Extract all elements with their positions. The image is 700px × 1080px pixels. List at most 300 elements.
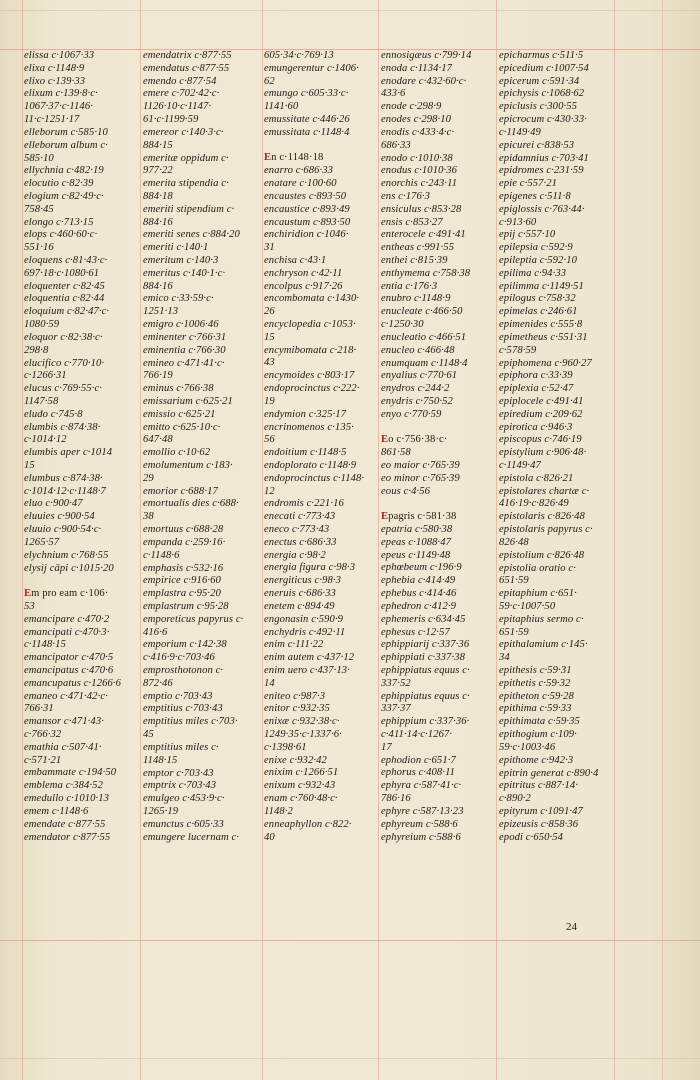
index-entry: eloquentia c·82·44 [24,293,105,305]
index-entry: elleborum c·585·10 [24,126,108,138]
index-entry: 416·6 [143,626,168,638]
index-entry: enim autem c·437·12 [264,652,355,664]
index-entry: 1249·35·c·1337·6· [264,729,342,741]
index-entry: 551·16 [24,242,54,254]
index-entry: emem c·1148·6 [24,805,89,817]
index-entry: enchisa c·43·1 [264,254,327,266]
index-entry: ennosigæus c·799·14 [381,50,472,61]
index-column-4 [381,50,499,844]
index-entry: elleborum album c· [24,139,108,151]
index-entry: epiphomena c·960·27 [499,357,592,369]
index-entry: emitto c·625·10·c· [143,421,221,433]
index-entry: empanda c·259·16· [143,536,226,548]
index-entry: epiphora c·33·39 [499,370,573,382]
index-entry: eminentia c·766·30 [143,344,226,356]
index-entry: eludo c·745·8 [24,408,83,420]
index-entry: 43 [264,357,275,369]
index-entry: emungerentur c·1406· [264,62,359,74]
index-entry: 40 [264,831,275,843]
index-entry: 977·22 [143,165,173,177]
index-entry: ephippiarij c·337·36 [381,639,470,651]
index-entry: epitrin generat c·890·4 [499,767,599,779]
index-entry: ephedron c·412·9 [381,600,457,612]
index-entry: enydris c·750·52 [381,395,453,407]
index-entry: emeriti senes c·884·20 [143,229,240,241]
index-entry: emendatrix c·877·55 [143,50,232,61]
index-entry: enixum c·932·43 [264,780,336,792]
index-entry: endoprocinctus c·1148· [264,472,365,484]
index-entry: 826·48 [499,536,529,548]
index-entry: 1147·58 [24,395,59,407]
index-entry: epicedium c·1007·54 [499,62,589,74]
index-entry: encrinomenos c·135· [264,421,354,433]
index-entry: epiclusis c·300·55 [499,101,578,113]
index-entry: ephippium c·337·36· [381,716,470,728]
index-entry: enucleatio c·466·51 [381,331,467,343]
index-entry: emussitata c·1148·4 [264,126,350,138]
index-entry: eous c·4·56 [381,485,431,497]
index-entry: c·913·60 [499,216,537,228]
index-entry: epilepsia c·592·9 [499,242,573,254]
index-entry: epithogium c·109· [499,729,577,741]
index-entry: enixim c·1266·51 [264,767,339,779]
index-entry: 605·34·c·769·13 [264,50,334,61]
index-entry: ensis c·853·27 [381,216,443,228]
index-entry: emeriti stipendium c· [143,203,235,215]
lower-margin-rule [0,1058,700,1059]
index-entry: 61·c·1199·59 [143,114,199,126]
index-entry: 758·45 [24,203,54,215]
index-entry: eloquenter c·82·45 [24,280,105,292]
index-entry: eloquens c·81·43·c· [24,255,108,266]
index-entry: emendate c·877·55 [24,818,106,830]
index-entry: emereor c·140·3·c· [143,126,224,138]
index-entry: eneco c·773·43 [264,524,330,536]
index-entry: ephippiatus equus c· [381,664,470,676]
index-entry: epityrum c·1091·47 [499,805,583,817]
index-entry: epithesis c·59·31 [499,665,572,676]
index-entry: epitaphius sermo c· [499,613,584,625]
index-entry: epij c·557·10 [499,229,556,241]
index-entry: emaneo c·471·42·c· [24,690,108,702]
index-entry: enydros c·244·2 [381,383,450,395]
index-entry: 53 [24,600,35,612]
index-entry: emolumentum c·183· [143,460,233,471]
index-entry: eminenter c·766·31 [143,331,227,343]
index-entry: emineo c·471·41·c· [143,357,225,369]
index-entry: emancipator c·470·5 [24,652,114,664]
index-entry: epitaphium c·651· [499,588,577,600]
index-entry: 62 [264,75,275,87]
index-entry: 1265·19 [143,805,179,817]
index-entry: encymibomata c·218· [264,344,357,356]
index-entry: 15 [264,331,275,343]
index-entry: ephesus c·12·57 [381,626,450,638]
index-entry: emptitius miles c·703· [143,716,238,728]
index-entry: epilimma c·1149·51 [499,280,584,292]
index-entry: 686·33 [381,139,411,151]
index-entry: enneaphyllon c·822· [264,818,352,830]
index-entry: enectus c·686·33 [264,536,337,548]
index-entry: eluuies c·900·54 [24,511,95,523]
index-entry: enodo c·1010·38 [381,152,453,164]
index-entry: ephyre c·587·13·23 [381,805,464,817]
index-entry: 38 [143,511,154,523]
index-entry: emptio c·703·43 [143,690,213,702]
index-entry: eniteo c·987·3 [264,690,326,702]
index-entry: Em pro eam c·106· [24,588,109,600]
index-entry: emporium c·142·38 [143,639,227,651]
index-entry: 1251·13 [143,306,179,318]
index-entry: enyalius c·770·61 [381,370,458,382]
index-entry: epimelas c·246·61 [499,306,578,318]
index-column-5 [499,50,617,844]
index-entry: c·766·32 [24,729,62,741]
index-entry: eloquor c·82·38·c· [24,331,103,343]
index-entry: epirotica c·946·3 [499,421,573,433]
index-entry: 1148·2 [264,805,293,817]
index-entry: ensiculus c·853·28 [381,203,462,215]
index-entry: epistolaris papyrus c· [499,524,593,536]
index-entry: epicrocum c·430·33· [499,114,587,126]
index-entry: engonasin c·590·9 [264,613,344,625]
index-entry: ellychnia c·482·19 [24,165,104,177]
index-entry: enchryson c·42·11 [264,267,343,279]
index-entry: emptitius miles c· [143,741,219,753]
index-entry: emico c·33·59·c· [143,293,214,305]
index-entry: 31 [264,242,275,254]
index-entry: entia c·176·3 [381,280,438,292]
index-entry: 34 [499,652,510,664]
index-entry: emigro c·1006·46 [143,319,219,331]
index-entry: emussitate c·446·26 [264,114,350,126]
index-entry: c·1149·49 [499,126,541,138]
index-entry: c·1148·6 [143,549,180,561]
index-entry: 14 [264,677,275,689]
index-entry: eluuio c·900·54·c· [24,524,102,536]
index-entry: ephippiati c·337·38 [381,652,465,664]
index-entry: 1265·57 [24,536,60,548]
index-entry: endoitium c·1148·5 [264,447,347,459]
index-entry: 1080·59 [24,319,60,331]
index-entry: epiredium c·209·62 [499,408,583,420]
index-entry: epilima c·94·33 [499,267,567,279]
index-entry: emptrix c·703·43 [143,780,217,792]
index-entry: epiplocele c·491·41 [499,395,584,407]
index-entry: emptor c·703·43 [143,767,214,779]
index-entry: elumbus c·874·38· [24,472,103,484]
index-entry: elucus c·769·55·c· [24,383,102,395]
index-entry: epigenes c·511·8 [499,190,571,202]
index-entry: epilogus c·758·32 [499,293,576,305]
index-entry: enecati c·773·43 [264,511,336,523]
index-entry: endymion c·325·17 [264,408,347,420]
index-entry: En c·1148·18 [264,152,324,164]
index-entry: ephyra c·587·41·c· [381,780,462,792]
index-entry: embammate c·194·50 [24,767,117,779]
index-entry: epichysis c·1068·62 [499,88,585,100]
index-entry: enode c·298·9 [381,101,442,113]
index-entry: enoda c·1134·17 [381,62,453,74]
index-entry: emungere lucernam c· [143,831,240,843]
index-entry: 884·16 [143,280,173,292]
index-entry: enterocele c·491·41 [381,229,466,241]
index-entry: epistolium c·826·48 [499,549,585,561]
index-entry: enchiridion c·1046· [264,229,349,241]
index-entry: epicharmus c·511·5 [499,50,584,61]
index-entry: 337·52 [381,677,411,689]
index-entry: 786·16 [381,793,411,805]
index-entry: c·1148·15 [24,639,66,651]
index-entry: emorior c·688·17 [143,485,218,497]
index-entry: emblema c·384·52 [24,780,103,792]
index-entry: epitheton c·59·28 [499,690,574,702]
index-entry: Epagris c·581·38 [381,511,457,523]
index-entry: 337·37 [381,703,411,715]
index-entry: epeas c·1088·47 [381,536,452,548]
index-entry: enitor c·932·35 [264,703,330,715]
index-entry: encaustice c·893·49 [264,203,350,215]
index-entry: elucifico c·770·10· [24,357,105,369]
index-entry: encaustes c·893·50 [264,190,347,202]
index-entry: 29 [143,472,154,484]
index-entry: emerita stipendia c· [143,178,229,190]
index-entry: enubro c·1148·9 [381,293,451,305]
index-entry: 651·59 [499,626,529,638]
index-column-1 [24,50,142,844]
index-entry: epileptia c·592·10 [499,255,577,266]
index-entry: 17 [381,741,392,753]
index-entry: epimenides c·555·8 [499,319,583,331]
index-entry: epistolia oratio c· [499,562,576,574]
index-entry: emplastrum c·95·28 [143,600,229,612]
index-entry: c·416·9·c·703·46 [143,652,215,664]
index-entry: 1067·37·c·1146· [24,101,93,113]
index-entry: enim c·111·22 [264,639,324,651]
index-entry: emendo c·877·54 [143,75,217,87]
outer-margin-rule [662,0,663,1080]
index-entry: entheas c·991·55 [381,242,455,254]
index-entry: epistylium c·906·48· [499,447,587,459]
index-entry: elumbis aper c·1014 [24,447,113,459]
index-entry: epidamnius c·703·41 [499,152,589,164]
index-entry: enatare c·100·60 [264,178,337,190]
index-entry: eneruis c·686·33 [264,588,336,600]
bottom-rule [0,940,700,941]
index-entry: elychnium c·768·55 [24,549,109,561]
index-entry: elixa c·1148·9 [24,62,85,74]
column-rule-2 [262,0,263,1080]
index-entry: emungo c·605·33·c· [264,88,349,100]
index-entry: 298·8 [24,344,49,356]
index-entry: emathia c·507·41· [24,741,102,753]
index-entry: emancupatus c·1266·6 [24,677,122,689]
index-entry: epimetheus c·551·31 [499,331,588,343]
index-entry: enucleo c·466·48 [381,344,455,356]
index-entry: emansor c·471·43· [24,716,104,728]
index-column-2 [143,50,261,844]
index-entry: episcopus c·746·19 [499,434,582,446]
index-entry: c·1398·61 [264,741,307,753]
index-entry: Eo c·756·38·c· [381,434,448,446]
index-entry: ephemeris c·634·45 [381,613,466,625]
index-entry: 416·19·c·826·49 [499,498,569,510]
index-entry: elumbis c·874·38· [24,421,101,433]
index-entry: 697·18·c·1080·61 [24,267,100,279]
upper-margin-rule [0,10,700,11]
index-entry: emendatus c·877·55 [143,62,230,74]
index-entry: 45 [143,729,154,741]
index-entry: elogium c·82·49·c· [24,190,104,202]
index-entry: 766·31 [24,703,54,715]
index-entry: epithetis c·59·32 [499,677,571,689]
index-entry: elixo c·139·33 [24,75,86,87]
index-entry: emptitius c·703·43 [143,703,223,715]
index-entry: elysij cāpi c·1015·20 [24,562,114,574]
index-entry: emeritus c·140·1·c· [143,267,226,279]
index-entry: enthymema c·758·38 [381,267,471,279]
index-entry: epicurei c·838·53 [499,139,575,151]
index-entry: epistola c·826·21 [499,472,574,484]
index-entry: epistolares chartæ c· [499,485,590,497]
index-entry: energiticus c·98·3 [264,575,342,587]
index-entry: emancipati c·470·3· [24,626,110,638]
index-entry: enetem c·894·49 [264,600,335,612]
index-entry: encyclopedia c·1053· [264,319,356,331]
index-column-3 [264,50,382,844]
index-entry: endoplorato c·1148·9 [264,459,357,471]
index-entry: enchydris c·492·11 [264,626,346,638]
index-entry: 433·6 [381,88,406,100]
index-entry: 19 [264,395,275,407]
index-entry: epithalamium c·145· [499,639,588,651]
index-entry: 59·c·1007·50 [499,600,556,612]
index-entry: epie c·557·21 [499,178,558,190]
index-entry: c·571·21 [24,754,62,766]
index-entry: emeriti c·140·1 [143,242,209,254]
index-entry: endromis c·221·16 [264,498,344,510]
index-entry: 872·46 [143,677,173,689]
index-entry: c·1149·47 [499,460,541,471]
index-entry: enucleate c·466·50 [381,306,463,318]
index-entry: emissarium c·625·21 [143,395,233,407]
index-entry: c·578·59 [499,344,537,356]
index-entry: elops c·460·60·c· [24,229,98,241]
index-entry: emunctus c·605·33 [143,818,224,830]
index-entry: ephyreum c·588·6 [381,818,458,830]
index-entry: emeritum c·140·3 [143,255,219,266]
index-entry: epithome c·942·3 [499,754,574,766]
index-entry: ephorus c·408·11 [381,767,456,779]
index-entry: ephebus c·414·46 [381,588,457,600]
index-entry: 884·15 [143,139,173,151]
index-entry: epitritus c·887·14· [499,780,578,792]
index-entry: emissio c·625·21 [143,408,216,420]
index-entry: epizeusis c·858·36 [499,818,579,830]
index-entry: 59·c·1003·46 [499,741,556,753]
index-entry: ephœbeum c·196·9 [381,562,462,574]
index-entry: enthei c·815·39 [381,255,448,266]
index-entry: endoprocinctus c·222· [264,383,360,395]
index-entry: 651·59 [499,575,529,587]
index-entry: epeus c·1149·48 [381,549,451,561]
index-entry: epistolaris c·826·48 [499,511,585,523]
index-entry: emulgeo c·453·9·c· [143,793,225,805]
index-entry: enixæ c·932·38·c· [264,716,340,728]
index-entry: 1148·15 [143,754,178,766]
index-entry: ephippiatus equus c· [381,690,470,702]
index-entry: emprosthotonon c· [143,665,224,676]
index-entry: 585·10 [24,152,54,164]
index-entry: encaustum c·893·50 [264,216,351,228]
index-entry: enumquam c·1148·4 [381,357,468,369]
index-entry: emancipatus c·470·6 [24,664,114,676]
index-entry: enodare c·432·60·c· [381,75,467,87]
index-entry: emphasis c·532·16 [143,562,224,574]
index-entry: eminus c·766·38 [143,383,214,395]
index-entry: emortuus c·688·28 [143,524,224,536]
index-entry: enam c·760·48·c· [264,793,338,805]
index-entry: 56 [264,434,275,446]
page-number: 24 [566,921,577,933]
index-entry: epiplexia c·52·47 [499,383,574,395]
index-entry: ephebia c·414·49 [381,575,456,587]
index-entry: enixe c·932·42 [264,754,327,766]
index-entry: ephodion c·651·7 [381,754,456,766]
index-entry: 861·58 [381,447,411,459]
index-entry: elongo c·713·15 [24,216,94,228]
index-entry: emplastra c·95·20 [143,588,221,600]
index-entry: encymoides c·803·17 [264,370,355,382]
index-entry: 15 [24,460,35,471]
index-entry: enyo c·770·59 [381,408,442,420]
index-entry: epithimata c·59·35 [499,716,580,728]
index-entry: empirice c·916·60 [143,575,221,587]
index-entry: energia figura c·98·3 [264,562,356,574]
index-entry: c·411·14·c·1267· [381,729,453,741]
index-entry: emancipare c·470·2 [24,613,110,625]
index-entry: elocutio c·82·39 [24,178,94,190]
index-entry: enodus c·1010·36 [381,165,458,177]
index-entry: 11·c·1251·17 [24,114,80,126]
index-entry: eloquium c·82·47·c· [24,306,110,318]
index-entry: 766·19 [143,370,173,382]
index-entry: energia c·98·2 [264,549,326,561]
index-entry: emendator c·877·55 [24,831,111,843]
index-entry: epodi c·650·54 [499,831,564,843]
index-entry: eluo c·900·47 [24,498,83,510]
index-entry: emedullo c·1010·13 [24,793,110,805]
index-entry: epatria c·580·38 [381,524,453,536]
index-entry: emeritæ oppidum c· [143,152,229,164]
index-entry: eo maior c·765·39 [381,459,460,471]
index-entry: enim uero c·437·13· [264,664,350,676]
index-entry: c·1014·12·c·1148·7 [24,485,106,497]
index-entry: enodes c·298·10 [381,114,452,126]
index-entry: c·1250·30 [381,319,424,331]
left-margin-rule [22,0,23,1080]
index-entry: epidromes c·231·59 [499,165,584,177]
index-entry: 1126·10·c·1147· [143,101,212,113]
index-entry: c·1266·31 [24,370,67,382]
index-entry: enarro c·686·33 [264,165,334,177]
index-entry: epicerum c·591·34 [499,75,580,87]
index-entry: epithima c·59·33 [499,703,572,715]
index-entry: enodis c·433·4·c· [381,126,455,138]
index-entry: 12 [264,485,275,497]
index-entry: c·1014·12 [24,434,67,446]
index-entry: epiglossis c·763·44· [499,203,585,215]
